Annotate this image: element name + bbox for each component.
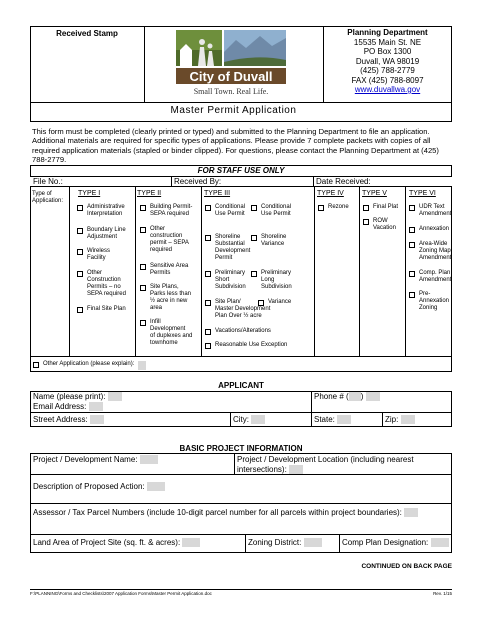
checkbox-variance[interactable]	[258, 300, 264, 306]
type-2-header: TYPE II	[137, 190, 162, 197]
applicant-phone-close: )	[360, 392, 364, 401]
dept-address-1: 15535 Main St. NE	[353, 37, 422, 47]
checkbox-pre-annexation-zoning[interactable]	[409, 292, 415, 298]
option-label: Conditional Use Permit	[215, 204, 246, 217]
dept-website-link[interactable]: www.duvallwa.gov	[354, 85, 421, 94]
option-label: Sensitive Area Permits	[150, 263, 189, 276]
intro-paragraph: This form must be completed (clearly printed or typed) and submitted to the Planning Department to file an application. Additional materials are required for specific types of applications. Please provide 7 complete packets with copies of all required application materials (stapled or binder clipped). For questions, please contact the Planning Department at (425) 788-2779.	[32, 127, 439, 165]
staff-use-heading: FOR STAFF USE ONLY	[197, 166, 285, 175]
checkbox-boundary-line-adjustment[interactable]	[77, 228, 83, 234]
continued-notice: CONTINUED ON BACK PAGE	[361, 563, 452, 570]
state-field[interactable]	[337, 415, 351, 424]
option-label: Site Plans, Parks less than ½ acre in new area	[150, 284, 192, 311]
type-1-header: TYPE I	[78, 190, 101, 197]
city-field[interactable]	[251, 415, 265, 424]
checkbox-sensitive-area-permits[interactable]	[140, 264, 146, 270]
option-label: Other Construction Permits – no SEPA required	[87, 270, 126, 297]
type-6-header: TYPE VI	[409, 190, 436, 197]
option-label: Final Site Plan	[87, 306, 126, 312]
checkbox-infill-development[interactable]	[140, 320, 146, 326]
checkbox-final-plat[interactable]	[363, 205, 369, 211]
comp-plan-field[interactable]	[431, 538, 449, 547]
checkbox-preliminary-short-subdivision[interactable]	[205, 271, 211, 277]
checkbox-other-application[interactable]	[33, 362, 39, 368]
option-label: Annexation	[419, 226, 450, 232]
option-label: Shoreline Substantial Development Permit	[215, 234, 251, 261]
revision: Rev. 1/15	[433, 591, 452, 596]
street-address-field[interactable]	[90, 415, 104, 424]
option-label: Site Plan/ Master Development Plan Over ½ acre	[215, 299, 271, 319]
state-label: State:	[314, 415, 335, 424]
dept-phone: (425) 788-2779	[360, 66, 415, 75]
comp-plan-label: Comp Plan Designation:	[342, 538, 429, 547]
applicant-name-label: Name (please print):	[33, 392, 106, 401]
dept-address-2: PO Box 1300	[363, 47, 412, 56]
option-label: Boundary Line Adjustment	[87, 227, 126, 240]
other-application-field[interactable]	[138, 361, 146, 370]
proposed-action-field[interactable]	[147, 482, 165, 491]
checkbox-conditional-use-permit-2[interactable]	[251, 205, 257, 211]
land-area-field[interactable]	[182, 538, 200, 547]
checkbox-building-permit-sepa[interactable]	[140, 205, 146, 211]
checkbox-administrative-interpretation[interactable]	[77, 205, 83, 211]
dept-address-3: Duvall, WA 98019	[355, 56, 420, 66]
land-area-label: Land Area of Project Site (sq. ft. & acres):	[33, 538, 181, 547]
received-stamp-label: Received Stamp	[56, 29, 118, 38]
applicant-email-label: Email Address:	[33, 402, 87, 411]
zip-field[interactable]	[401, 415, 415, 424]
option-label: Reasonable Use Exception	[215, 342, 288, 348]
zoning-district-label: Zoning District:	[248, 538, 302, 547]
checkbox-udr-text-amendment[interactable]	[409, 205, 415, 211]
logo-text: City of Duvall	[189, 69, 273, 84]
checkbox-other-construction-permits[interactable]	[77, 271, 83, 277]
checkbox-site-plans-parks[interactable]	[140, 285, 146, 291]
form-title: Master Permit Application	[170, 105, 297, 116]
option-label: Shoreline Variance	[261, 234, 287, 247]
type-3-header: TYPE III	[204, 190, 231, 197]
checkbox-other-construction-sepa[interactable]	[140, 227, 146, 233]
proposed-action-label: Description of Proposed Action:	[33, 482, 145, 491]
option-label: Other construction permit – SEPA required	[150, 226, 189, 253]
applicant-phone-field[interactable]	[366, 392, 380, 401]
checkbox-reasonable-use-exception[interactable]	[205, 343, 211, 349]
dept-fax: FAX (425) 788-8097	[351, 75, 424, 85]
file-path: F:\PLANNING\Forms and Checklists\2007 Application Forms\Master Permit Application.doc	[30, 591, 212, 596]
option-label: Administrative Interpretation	[87, 204, 125, 217]
option-label: Rezone	[328, 204, 349, 210]
project-location-field[interactable]	[289, 465, 303, 474]
option-label: Pre- Annexation Zoning	[419, 291, 450, 311]
date-received-label: Date Received:	[316, 177, 371, 186]
applicant-phone-label: Phone # (	[314, 392, 349, 401]
received-by-label: Received By:	[174, 177, 222, 186]
checkbox-shoreline-substantial-development[interactable]	[205, 235, 211, 241]
zip-label: Zip:	[385, 415, 399, 424]
option-label: Variance	[268, 299, 292, 305]
applicant-heading: APPLICANT	[218, 381, 264, 390]
checkbox-rezone[interactable]	[318, 205, 324, 211]
option-label: Preliminary Long Subdivision	[261, 270, 292, 290]
checkbox-area-wide-zoning-map[interactable]	[409, 242, 415, 248]
option-label: UDR Text Amendment	[419, 204, 452, 217]
option-label: Infill Development of duplexes and townhome	[150, 319, 193, 346]
street-address-label: Street Address:	[33, 415, 88, 424]
project-location-label: Project / Development Location (including nearest intersections):	[237, 455, 414, 474]
file-no-label: File No.:	[33, 177, 63, 186]
logo-tagline: Small Town. Real Life.	[193, 87, 269, 96]
project-name-field[interactable]	[140, 455, 158, 464]
planning-dept-block	[323, 28, 452, 95]
applicant-phone-area-field[interactable]	[349, 392, 361, 401]
header-divider-left	[144, 26, 145, 102]
option-label: Area-Wide Zoning Map Amendment	[419, 241, 452, 261]
checkbox-preliminary-long-subdivision[interactable]	[251, 271, 257, 277]
type-4-header: TYPE IV	[317, 190, 344, 197]
option-label: Building Permit- SEPA required	[150, 204, 193, 217]
checkbox-vacations-alterations[interactable]	[205, 329, 211, 335]
type-of-application-label: Type of Application:	[32, 191, 64, 204]
applicant-email-field[interactable]	[89, 402, 103, 411]
project-heading: BASIC PROJECT INFORMATION	[179, 444, 303, 453]
option-label: Comp. Plan Amendment	[419, 270, 452, 283]
checkbox-annexation[interactable]	[409, 227, 415, 233]
type-5-header: TYPE V	[362, 190, 387, 197]
checkbox-conditional-use-permit[interactable]	[205, 205, 211, 211]
other-application-label: Other Application (please explain):	[43, 361, 135, 367]
option-label: Wireless Facility	[87, 248, 111, 261]
checkbox-comp-plan-amendment[interactable]	[409, 271, 415, 277]
project-name-label: Project / Development Name:	[33, 455, 138, 464]
checkbox-shoreline-variance[interactable]	[251, 235, 257, 241]
option-label: Final Plat	[373, 204, 399, 210]
option-label: Conditional Use Permit	[261, 204, 292, 217]
zoning-district-field[interactable]	[304, 538, 322, 547]
option-label: Vacations/Alterations	[215, 328, 271, 334]
city-label: City:	[233, 415, 249, 424]
checkbox-row-vacation[interactable]	[363, 219, 369, 225]
checkbox-site-plan-master-development[interactable]	[205, 300, 211, 306]
option-label: Preliminary Short Subdivision	[215, 270, 246, 290]
parcel-numbers-field[interactable]	[404, 508, 418, 517]
parcel-numbers-label: Assessor / Tax Parcel Numbers (include 10-digit parcel number for all parcels within project boundaries):	[33, 508, 402, 517]
option-label: ROW Vacation	[373, 218, 396, 231]
applicant-name-field[interactable]	[108, 392, 122, 401]
checkbox-wireless-facility[interactable]	[77, 249, 83, 255]
dept-name: Planning Department	[347, 28, 428, 37]
checkbox-final-site-plan[interactable]	[77, 307, 83, 313]
